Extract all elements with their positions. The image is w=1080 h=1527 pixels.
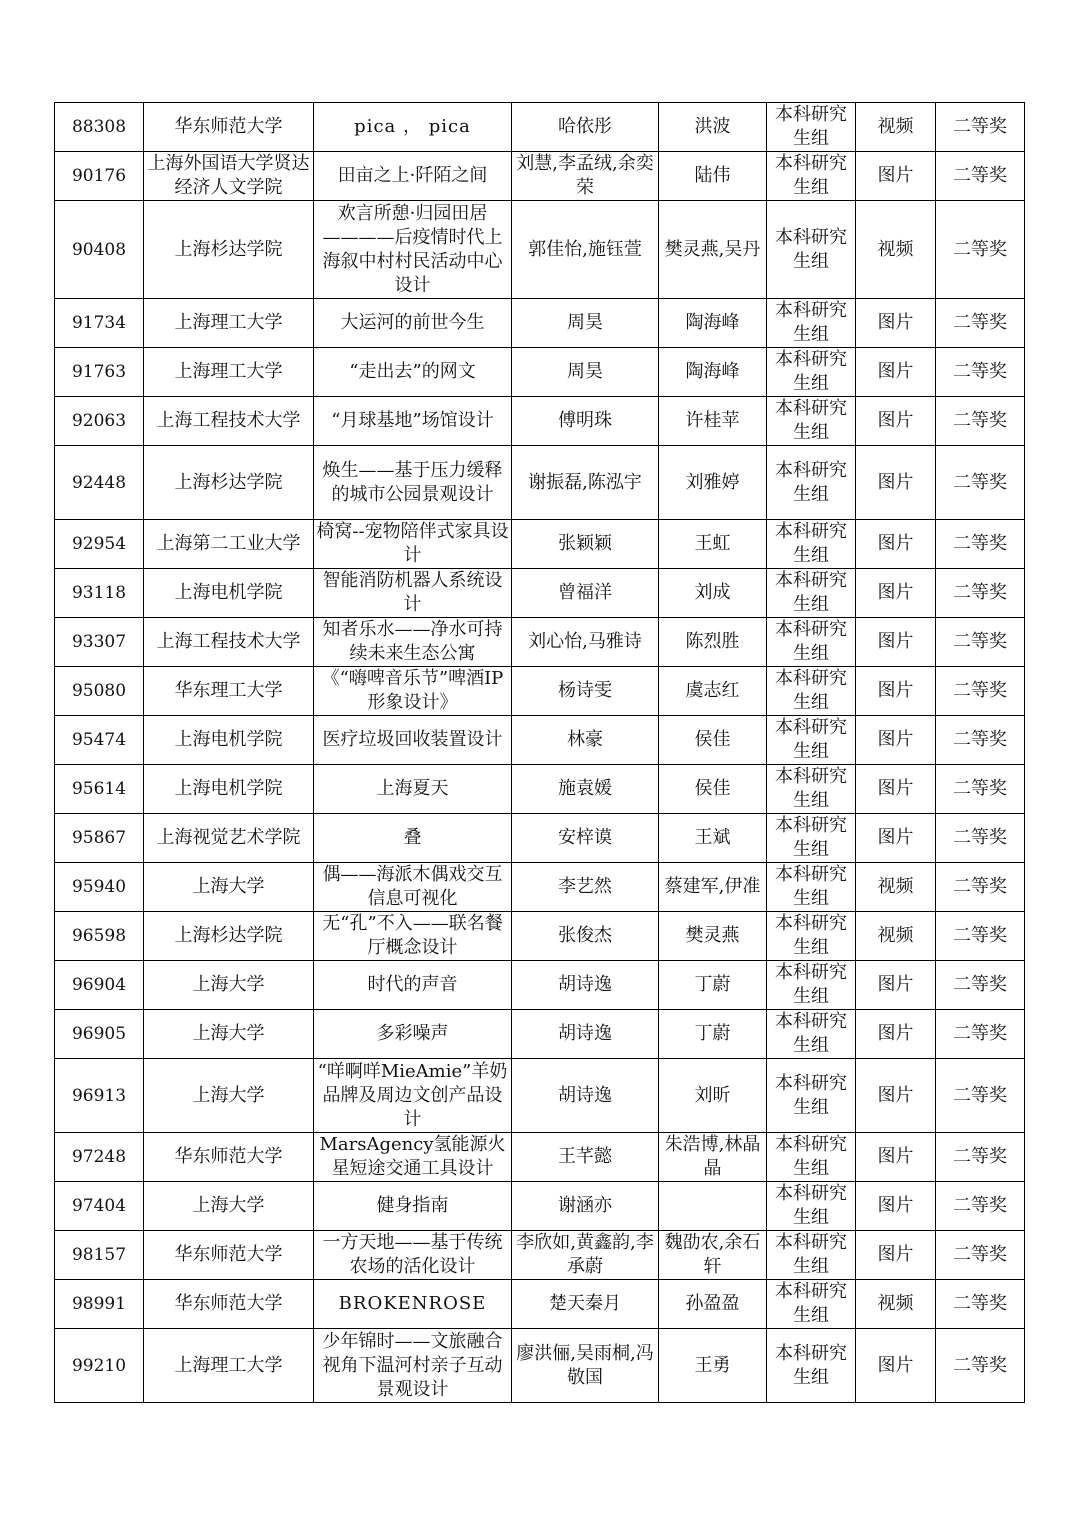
work-title-cell: 知者乐水——净水可持续未来生态公寓 xyxy=(314,618,512,667)
work-title-cell: 椅窝--宠物陪伴式家具设计 xyxy=(314,520,512,569)
award-cell: 二等奖 xyxy=(936,1133,1025,1182)
advisor-cell: 陶海峰 xyxy=(659,348,767,397)
entry-id-cell: 99210 xyxy=(55,1329,144,1403)
award-cell: 二等奖 xyxy=(936,912,1025,961)
advisor-cell: 王虹 xyxy=(659,520,767,569)
award-cell: 二等奖 xyxy=(936,1059,1025,1133)
category-cell: 视频 xyxy=(856,912,936,961)
group-cell: 本科研究生组 xyxy=(767,667,856,716)
school-cell: 上海大学 xyxy=(144,1182,314,1231)
table-row xyxy=(55,397,1025,446)
category-cell: 图片 xyxy=(856,397,936,446)
authors-cell: 刘心怡,马雅诗 xyxy=(512,618,659,667)
advisor-cell: 陶海峰 xyxy=(659,299,767,348)
school-cell: 上海视觉艺术学院 xyxy=(144,814,314,863)
school-cell: 上海杉达学院 xyxy=(144,201,314,299)
work-title-cell: 时代的声音 xyxy=(314,961,512,1010)
authors-cell: 胡诗逸 xyxy=(512,1010,659,1059)
group-cell: 本科研究生组 xyxy=(767,1059,856,1133)
table-row xyxy=(55,961,1025,1010)
authors-cell: 胡诗逸 xyxy=(512,1059,659,1133)
advisor-cell: 刘雅婷 xyxy=(659,446,767,520)
advisor-cell: 洪波 xyxy=(659,103,767,152)
school-cell: 上海大学 xyxy=(144,961,314,1010)
group-cell: 本科研究生组 xyxy=(767,765,856,814)
group-cell: 本科研究生组 xyxy=(767,152,856,201)
group-cell: 本科研究生组 xyxy=(767,103,856,152)
entry-id-cell: 97248 xyxy=(55,1133,144,1182)
category-cell: 图片 xyxy=(856,1231,936,1280)
group-cell: 本科研究生组 xyxy=(767,1010,856,1059)
advisor-cell: 孙盈盈 xyxy=(659,1280,767,1329)
table-row xyxy=(55,201,1025,299)
entry-id-cell: 92063 xyxy=(55,397,144,446)
table-row xyxy=(55,569,1025,618)
work-title-cell: 欢言所憩·归园田居————后疫情时代上海叙中村村民活动中心设计 xyxy=(314,201,512,299)
group-cell: 本科研究生组 xyxy=(767,520,856,569)
category-cell: 图片 xyxy=(856,1010,936,1059)
entry-id-cell: 95614 xyxy=(55,765,144,814)
award-cell: 二等奖 xyxy=(936,152,1025,201)
group-cell: 本科研究生组 xyxy=(767,569,856,618)
table-row xyxy=(55,1059,1025,1133)
table-row xyxy=(55,618,1025,667)
school-cell: 上海电机学院 xyxy=(144,765,314,814)
entry-id-cell: 90408 xyxy=(55,201,144,299)
group-cell: 本科研究生组 xyxy=(767,1280,856,1329)
category-cell: 图片 xyxy=(856,569,936,618)
group-cell: 本科研究生组 xyxy=(767,814,856,863)
category-cell: 视频 xyxy=(856,201,936,299)
authors-cell: 王芊懿 xyxy=(512,1133,659,1182)
work-title-cell: 《“嗨啤音乐节”啤酒IP形象设计》 xyxy=(314,667,512,716)
authors-cell: 张俊杰 xyxy=(512,912,659,961)
category-cell: 图片 xyxy=(856,961,936,1010)
group-cell: 本科研究生组 xyxy=(767,912,856,961)
table-row xyxy=(55,152,1025,201)
authors-cell: 楚天秦月 xyxy=(512,1280,659,1329)
group-cell: 本科研究生组 xyxy=(767,1329,856,1403)
award-cell: 二等奖 xyxy=(936,1231,1025,1280)
award-cell: 二等奖 xyxy=(936,348,1025,397)
advisor-cell: 侯佳 xyxy=(659,765,767,814)
school-cell: 上海第二工业大学 xyxy=(144,520,314,569)
advisor-cell: 魏劭农,余石轩 xyxy=(659,1231,767,1280)
advisor-cell: 蔡建军,伊准 xyxy=(659,863,767,912)
table-row xyxy=(55,667,1025,716)
award-cell: 二等奖 xyxy=(936,863,1025,912)
authors-cell: 李欣如,黄鑫韵,李承蔚 xyxy=(512,1231,659,1280)
authors-cell: 张颖颖 xyxy=(512,520,659,569)
authors-cell: 郭佳怡,施钰萱 xyxy=(512,201,659,299)
advisor-cell: 陆伟 xyxy=(659,152,767,201)
group-cell: 本科研究生组 xyxy=(767,299,856,348)
entry-id-cell: 93118 xyxy=(55,569,144,618)
award-cell: 二等奖 xyxy=(936,569,1025,618)
work-title-cell: “走出去”的网文 xyxy=(314,348,512,397)
award-cell: 二等奖 xyxy=(936,667,1025,716)
group-cell: 本科研究生组 xyxy=(767,348,856,397)
advisor-cell: 侯佳 xyxy=(659,716,767,765)
table-row xyxy=(55,446,1025,520)
entry-id-cell: 95080 xyxy=(55,667,144,716)
work-title-cell: 无“孔”不入——联名餐厅概念设计 xyxy=(314,912,512,961)
authors-cell: 谢振磊,陈泓宇 xyxy=(512,446,659,520)
school-cell: 上海理工大学 xyxy=(144,348,314,397)
table-row xyxy=(55,1231,1025,1280)
school-cell: 华东师范大学 xyxy=(144,103,314,152)
entry-id-cell: 93307 xyxy=(55,618,144,667)
awards-table xyxy=(54,102,1025,1403)
category-cell: 图片 xyxy=(856,446,936,520)
group-cell: 本科研究生组 xyxy=(767,1231,856,1280)
category-cell: 图片 xyxy=(856,1329,936,1403)
entry-id-cell: 96598 xyxy=(55,912,144,961)
table-row xyxy=(55,299,1025,348)
work-title-cell: 少年锦时——文旅融合视角下温河村亲子互动景观设计 xyxy=(314,1329,512,1403)
award-cell: 二等奖 xyxy=(936,618,1025,667)
category-cell: 视频 xyxy=(856,103,936,152)
work-title-cell: 大运河的前世今生 xyxy=(314,299,512,348)
authors-cell: 哈依彤 xyxy=(512,103,659,152)
table-row xyxy=(55,1280,1025,1329)
work-title-cell: 智能消防机器人系统设计 xyxy=(314,569,512,618)
work-title-cell: BROKENROSE xyxy=(314,1280,512,1329)
award-cell: 二等奖 xyxy=(936,814,1025,863)
award-cell: 二等奖 xyxy=(936,1010,1025,1059)
advisor-cell: 陈烈胜 xyxy=(659,618,767,667)
group-cell: 本科研究生组 xyxy=(767,618,856,667)
school-cell: 上海电机学院 xyxy=(144,716,314,765)
category-cell: 图片 xyxy=(856,1133,936,1182)
group-cell: 本科研究生组 xyxy=(767,863,856,912)
award-cell: 二等奖 xyxy=(936,1182,1025,1231)
group-cell: 本科研究生组 xyxy=(767,446,856,520)
advisor-cell: 樊灵燕,吴丹 xyxy=(659,201,767,299)
advisor-cell: 丁蔚 xyxy=(659,961,767,1010)
table-row xyxy=(55,912,1025,961)
advisor-cell: 王勇 xyxy=(659,1329,767,1403)
category-cell: 图片 xyxy=(856,667,936,716)
authors-cell: 廖洪俪,吴雨桐,冯敬国 xyxy=(512,1329,659,1403)
authors-cell: 周昊 xyxy=(512,299,659,348)
table-row xyxy=(55,814,1025,863)
school-cell: 上海大学 xyxy=(144,1059,314,1133)
work-title-cell: 医疗垃圾回收装置设计 xyxy=(314,716,512,765)
category-cell: 图片 xyxy=(856,1182,936,1231)
advisor-cell xyxy=(659,1182,767,1231)
authors-cell: 胡诗逸 xyxy=(512,961,659,1010)
school-cell: 华东理工大学 xyxy=(144,667,314,716)
work-title-cell: 健身指南 xyxy=(314,1182,512,1231)
group-cell: 本科研究生组 xyxy=(767,1182,856,1231)
award-cell: 二等奖 xyxy=(936,520,1025,569)
category-cell: 图片 xyxy=(856,814,936,863)
work-title-cell: “咩啊咩MieAmie”羊奶品牌及周边文创产品设计 xyxy=(314,1059,512,1133)
group-cell: 本科研究生组 xyxy=(767,1133,856,1182)
work-title-cell: 多彩噪声 xyxy=(314,1010,512,1059)
entry-id-cell: 95474 xyxy=(55,716,144,765)
school-cell: 上海大学 xyxy=(144,1010,314,1059)
entry-id-cell: 90176 xyxy=(55,152,144,201)
category-cell: 图片 xyxy=(856,520,936,569)
award-cell: 二等奖 xyxy=(936,1329,1025,1403)
table-row xyxy=(55,1182,1025,1231)
school-cell: 华东师范大学 xyxy=(144,1280,314,1329)
work-title-cell: “月球基地”场馆设计 xyxy=(314,397,512,446)
entry-id-cell: 88308 xyxy=(55,103,144,152)
category-cell: 视频 xyxy=(856,863,936,912)
school-cell: 上海大学 xyxy=(144,863,314,912)
entry-id-cell: 97404 xyxy=(55,1182,144,1231)
category-cell: 图片 xyxy=(856,1059,936,1133)
group-cell: 本科研究生组 xyxy=(767,961,856,1010)
category-cell: 视频 xyxy=(856,1280,936,1329)
school-cell: 上海外国语大学贤达经济人文学院 xyxy=(144,152,314,201)
authors-cell: 安梓谟 xyxy=(512,814,659,863)
authors-cell: 李艺然 xyxy=(512,863,659,912)
table-row xyxy=(55,348,1025,397)
advisor-cell: 樊灵燕 xyxy=(659,912,767,961)
award-cell: 二等奖 xyxy=(936,1280,1025,1329)
authors-cell: 谢涵亦 xyxy=(512,1182,659,1231)
school-cell: 上海理工大学 xyxy=(144,1329,314,1403)
award-cell: 二等奖 xyxy=(936,201,1025,299)
authors-cell: 林豪 xyxy=(512,716,659,765)
entry-id-cell: 92954 xyxy=(55,520,144,569)
category-cell: 图片 xyxy=(856,348,936,397)
group-cell: 本科研究生组 xyxy=(767,716,856,765)
entry-id-cell: 95867 xyxy=(55,814,144,863)
table-row xyxy=(55,520,1025,569)
entry-id-cell: 98991 xyxy=(55,1280,144,1329)
school-cell: 上海工程技术大学 xyxy=(144,618,314,667)
group-cell: 本科研究生组 xyxy=(767,201,856,299)
table-row xyxy=(55,1010,1025,1059)
entry-id-cell: 96904 xyxy=(55,961,144,1010)
table-row xyxy=(55,716,1025,765)
advisor-cell: 虞志红 xyxy=(659,667,767,716)
school-cell: 上海工程技术大学 xyxy=(144,397,314,446)
table-row xyxy=(55,765,1025,814)
group-cell: 本科研究生组 xyxy=(767,397,856,446)
entry-id-cell: 96913 xyxy=(55,1059,144,1133)
category-cell: 图片 xyxy=(856,618,936,667)
school-cell: 华东师范大学 xyxy=(144,1133,314,1182)
table-row xyxy=(55,1133,1025,1182)
category-cell: 图片 xyxy=(856,765,936,814)
awards-table-body xyxy=(55,103,1025,1403)
school-cell: 上海杉达学院 xyxy=(144,446,314,520)
authors-cell: 杨诗雯 xyxy=(512,667,659,716)
table-row xyxy=(55,1329,1025,1403)
advisor-cell: 刘成 xyxy=(659,569,767,618)
advisor-cell: 丁蔚 xyxy=(659,1010,767,1059)
award-cell: 二等奖 xyxy=(936,765,1025,814)
award-cell: 二等奖 xyxy=(936,397,1025,446)
advisor-cell: 王斌 xyxy=(659,814,767,863)
category-cell: 图片 xyxy=(856,716,936,765)
advisor-cell: 许桂苹 xyxy=(659,397,767,446)
authors-cell: 周昊 xyxy=(512,348,659,397)
work-title-cell: 焕生——基于压力缓释的城市公园景观设计 xyxy=(314,446,512,520)
work-title-cell: 偶——海派木偶戏交互信息可视化 xyxy=(314,863,512,912)
entry-id-cell: 91763 xyxy=(55,348,144,397)
award-cell: 二等奖 xyxy=(936,446,1025,520)
award-cell: 二等奖 xyxy=(936,716,1025,765)
authors-cell: 刘慧,李孟绒,余奕荣 xyxy=(512,152,659,201)
advisor-cell: 朱浩博,林晶晶 xyxy=(659,1133,767,1182)
work-title-cell: 田亩之上·阡陌之间 xyxy=(314,152,512,201)
work-title-cell: MarsAgency氢能源火星短途交通工具设计 xyxy=(314,1133,512,1182)
entry-id-cell: 95940 xyxy=(55,863,144,912)
category-cell: 图片 xyxy=(856,299,936,348)
work-title-cell: 上海夏天 xyxy=(314,765,512,814)
school-cell: 华东师范大学 xyxy=(144,1231,314,1280)
award-cell: 二等奖 xyxy=(936,299,1025,348)
advisor-cell: 刘昕 xyxy=(659,1059,767,1133)
award-cell: 二等奖 xyxy=(936,103,1025,152)
school-cell: 上海电机学院 xyxy=(144,569,314,618)
work-title-cell: pica ， pica xyxy=(314,103,512,152)
authors-cell: 曾福洋 xyxy=(512,569,659,618)
category-cell: 图片 xyxy=(856,152,936,201)
work-title-cell: 一方天地——基于传统农场的活化设计 xyxy=(314,1231,512,1280)
table-row xyxy=(55,103,1025,152)
authors-cell: 傅明珠 xyxy=(512,397,659,446)
award-cell: 二等奖 xyxy=(936,961,1025,1010)
entry-id-cell: 92448 xyxy=(55,446,144,520)
entry-id-cell: 98157 xyxy=(55,1231,144,1280)
work-title-cell: 叠 xyxy=(314,814,512,863)
table-row xyxy=(55,863,1025,912)
authors-cell: 施袁媛 xyxy=(512,765,659,814)
school-cell: 上海杉达学院 xyxy=(144,912,314,961)
school-cell: 上海理工大学 xyxy=(144,299,314,348)
entry-id-cell: 91734 xyxy=(55,299,144,348)
entry-id-cell: 96905 xyxy=(55,1010,144,1059)
